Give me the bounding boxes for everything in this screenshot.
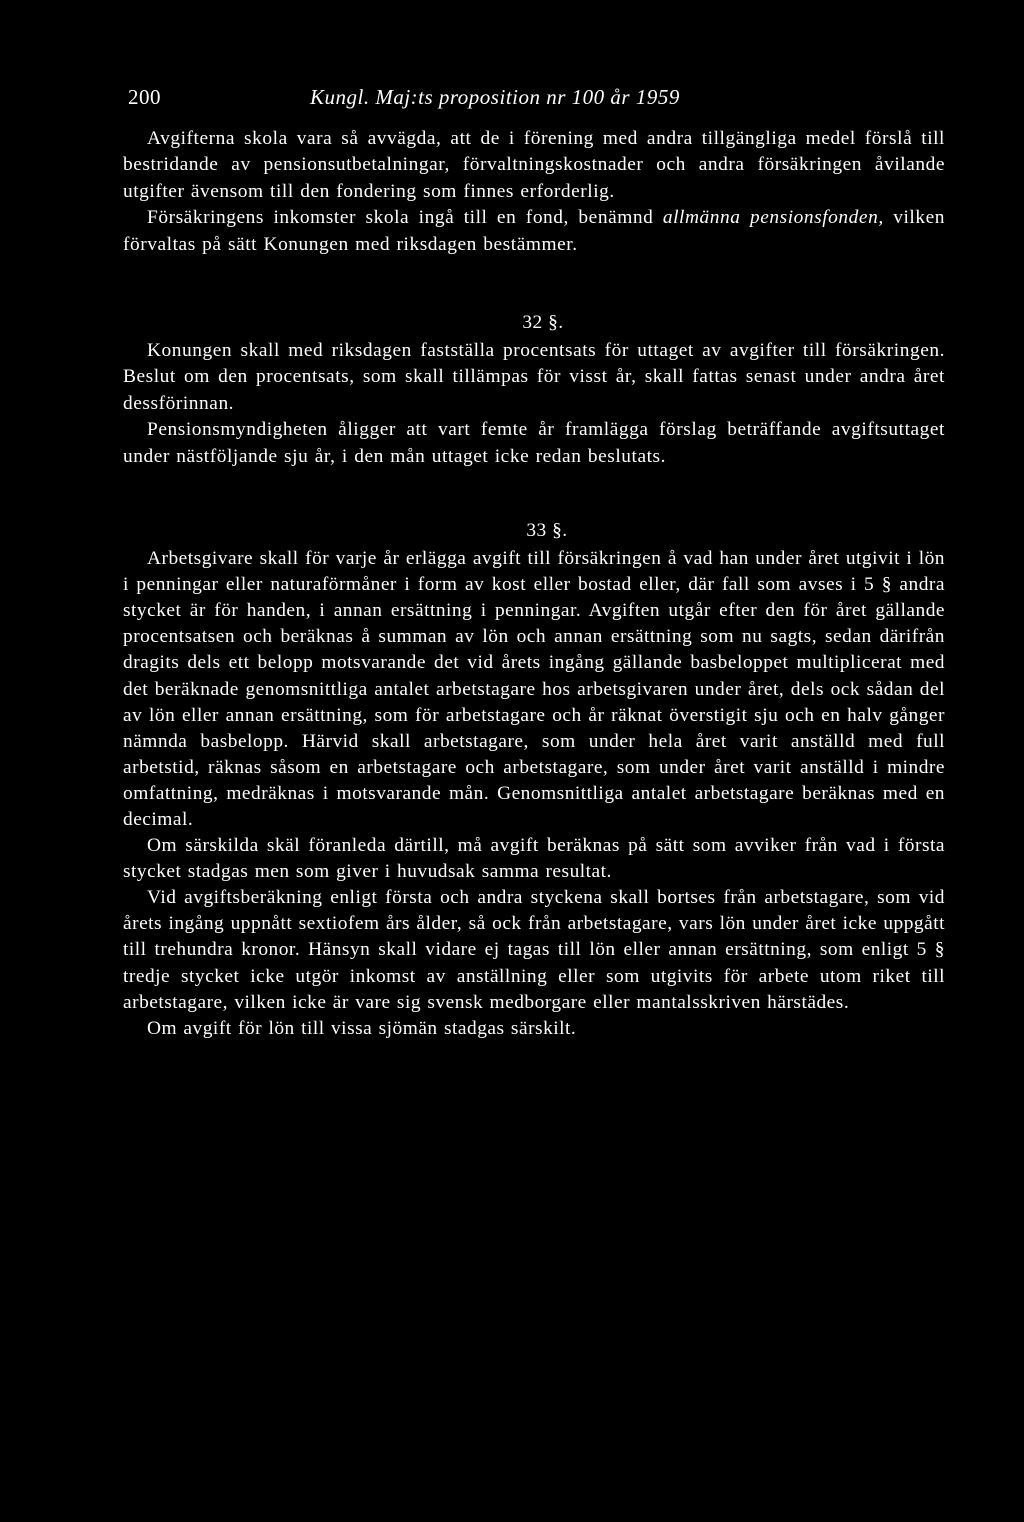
paragraph: Vid avgiftsberäkning enligt första och andra styckena skall bortses från arbetstagare, som vid årets ingång uppnått sextiofem års ålder, så ock från arbetstagare, vars lön under året icke uppgått till trehundra kronor. Hänsyn skall vidare ej tagas till lön eller annan ersättning, som enligt 5 § tredje stycket icke utgör inkomst av anställning eller som utgivits för arbete utom riket till arbetstagare, vilken icke är vare sig svensk medborgare eller mantalsskriven härstädes. [123,887,945,1013]
document-title: Kungl. Maj:ts proposition nr 100 år 1959 [310,85,680,109]
paragraph: Om särskilda skäl föranleda därtill, må avgift beräknas på sätt som avviker från vad i första stycket stadgas men som giver i huvudsak samma resultat. [123,835,945,883]
paragraph: Om avgift för lön till vissa sjömän stadgas särskilt. [147,1017,577,1039]
page-number: 200 [128,85,161,109]
paragraph: Arbetsgivare skall för varje år erlägga avgift till försäkringen å vad han under året utgivit i lön i penningar eller naturaförmåner i form av kost eller bostad eller, där fall som avses i 5 § andra stycket är för handen, i annan ersättning i penningar. Avgiften utgår efter den för året gällande procentsatsen och beräknas å summan av lön och annan ersättning som nu sagts, sedan därifrån dragits dels ett belopp motsvarande det vid årets ingång gällande basbeloppet multiplicerat med det beräknade genomsnittliga antalet arbetstagare hos arbetsgivaren under året, dels ock sådan del av lön eller annan ersättning, som för arbetstagare och år räknat överstigit sju och en halv gånger nämnda basbelopp. Härvid skall arbetstagare, som under hela året varit anställd med full arbetstid, räknas såsom en arbetstagare och arbetstagare, som under året varit anställd i mindre omfattning, medräknas i motsvarande mån. Genomsnittliga antalet arbetstagare beräknas med en decimal. [123,548,945,830]
paragraph-text: Försäkringens inkomster skola ingå till en fond, benämnd [147,207,654,229]
document-page [123,82,945,1042]
running-header [123,82,945,112]
section-heading-33: 33 §. [526,520,568,542]
emphasized-term: allmänna pensionsfonden, [662,207,884,229]
section-heading-32: 32 §. [522,312,564,334]
intro-block [123,126,945,258]
paragraph: Konungen skall med riksdagen fastställa procentsats för uttaget av avgifter till försäkringen. Beslut om den procentsats, som skall tillämpas för visst år, skall fattas senast under andra året dessförinnan. [123,340,945,414]
paragraph: Pensionsmyndigheten åligger att vart femte år framlägga förslag beträffande avgiftsuttaget under nästföljande sju år, i den mån uttaget icke redan beslutats. [123,419,945,467]
paragraph-text: vilken förvaltas på sätt Konungen med riksdagen bestämmer. [123,207,945,255]
paragraph [123,205,945,258]
paragraph: Avgifterna skola vara så avvägda, att de i förening med andra tillgängliga medel förslå till bestridande av pensionsutbetalningar, förvaltningskostnader och andra försäkringen åvilande utgifter ävensom till den fondering som finnes erforderlig. [123,128,945,202]
section-32 [123,338,945,470]
section-33 [123,546,945,1042]
